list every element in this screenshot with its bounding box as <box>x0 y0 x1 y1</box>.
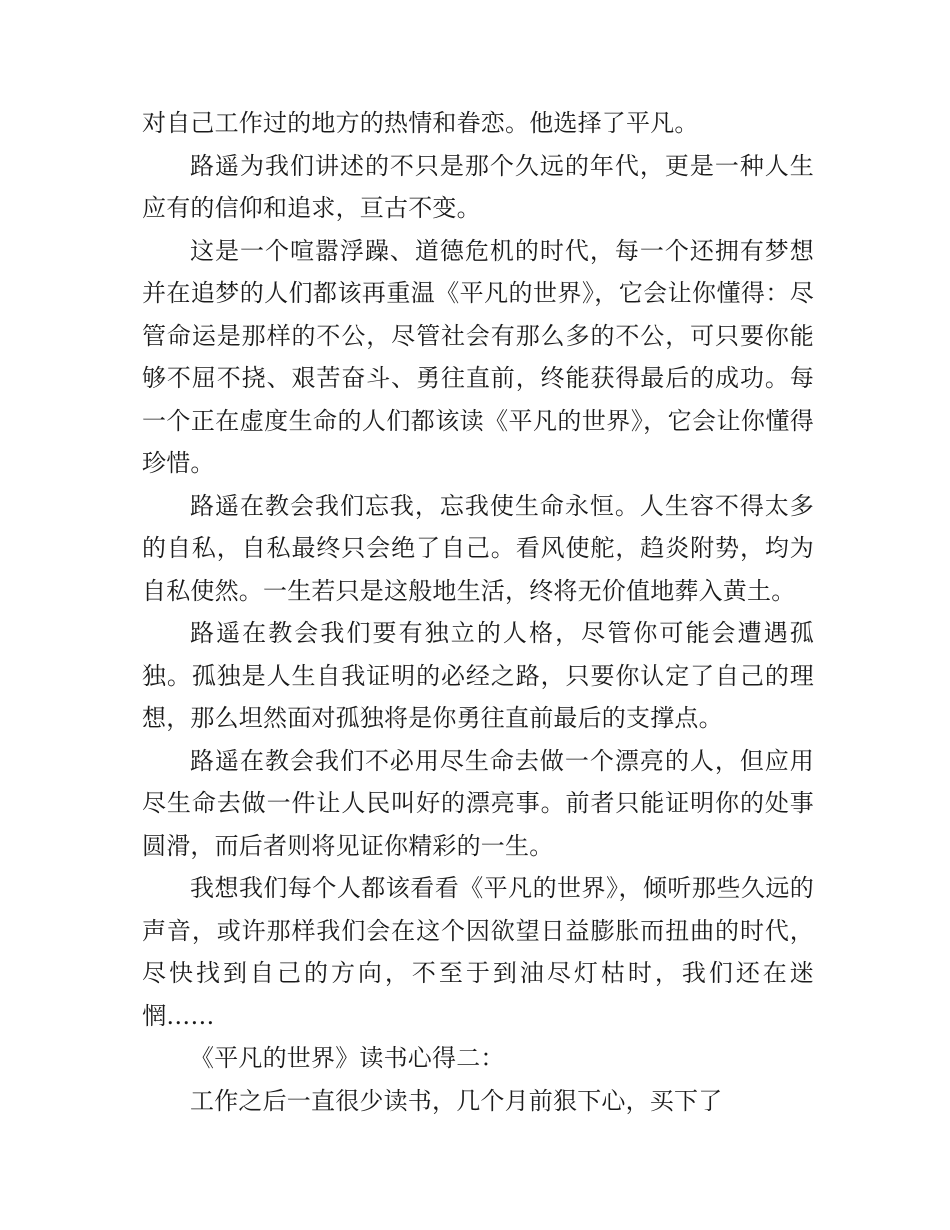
section-heading: 《平凡的世界》读书心得二： <box>190 1044 505 1072</box>
paragraph-2: 路遥为我们讲述的不只是那个久远的年代，更是一种人生应有的信仰和追求，亘古不变。 <box>142 151 814 222</box>
paragraph-3: 这是一个喧嚣浮躁、道德危机的时代，每一个还拥有梦想并在追梦的人们都该再重温《平凡的世界》，它会让你懂得：尽管命运是那样的不公，尽管社会有那么多的不公，可只要你能够不屈不挠、艰苦奋斗、勇往直前，终能获得最后的成功。每一个正在虚度生命的人们都该读《平凡的世界》，它会让你懂得珍惜。 <box>142 236 814 477</box>
paragraph-1: 对自己工作过的地方的热情和眷恋。他选择了平凡。 <box>142 109 699 137</box>
paragraph-9: 工作之后一直很少读书，几个月前狠下心，买下了 <box>190 1086 723 1115</box>
paragraph-4: 路遥在教会我们忘我，忘我使生命永恒。人生容不得太多的自私，自私最终只会绝了自己。看风使舵，趋炎附势，均为自私使然。一生若只是这般地生活，终将无价值地葬入黄土。 <box>142 491 814 605</box>
paragraph-6: 路遥在教会我们不必用尽生命去做一个漂亮的人，但应用尽生命去做一件让人民叫好的漂亮事。前者只能证明你的处事圆滑，而后者则将见证你精彩的一生。 <box>142 746 814 860</box>
paragraph-7: 我想我们每个人都该看看《平凡的世界》，倾听那些久远的声音，或许那样我们会在这个因欲望日益膨胀而扭曲的时代，尽快找到自己的方向，不至于到油尽灯枯时，我们还在迷惘…… <box>142 874 814 1030</box>
paragraph-5: 路遥在教会我们要有独立的人格，尽管你可能会遭遇孤独。孤独是人生自我证明的必经之路，只要你认定了自己的理想，那么坦然面对孤独将是你勇往直前最后的支撑点。 <box>142 619 814 732</box>
document-page <box>142 102 814 1122</box>
